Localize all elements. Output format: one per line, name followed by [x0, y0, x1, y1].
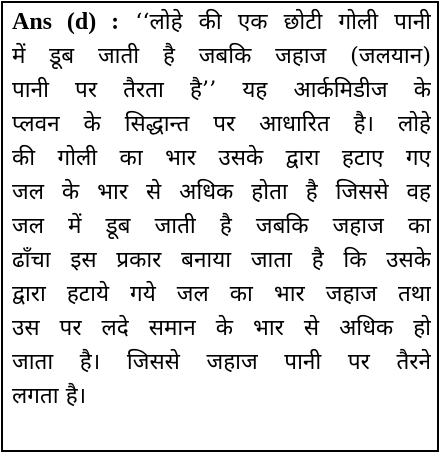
answer-line-3: पानी पर तैरता है’’ यह आर्कमिडीज के: [12, 77, 431, 103]
answer-box: [1, 1, 439, 452]
answer-line-12: लगता है।: [12, 383, 87, 409]
answer-line-4: प्लवन के सिद्धान्त पर आधारित है। लोहे: [12, 111, 431, 137]
answer-line-6: जल के भार से अधिक होता है जिससे वह: [12, 179, 431, 205]
answer-line-11: जाता है। जिससे जहाज पानी पर तैरने: [12, 349, 431, 375]
answer-label: Ans (d) :: [12, 9, 120, 35]
answer-line-8: ढाँचा इस प्रकार बनाया जाता है कि उसके: [12, 247, 431, 273]
answer-line-1: [12, 5, 431, 39]
answer-line-10: उस पर लदे समान के भार से अधिक हो: [12, 315, 431, 341]
answer-line-7: जल में डूब जाती है जबकि जहाज का: [12, 213, 431, 239]
answer-line-9: द्वारा हटाये गये जल का भार जहाज तथा: [12, 281, 431, 307]
answer-text-1: ‘‘लोहे की एक छोटी गोली पानी: [135, 9, 431, 35]
answer-line-2: में डूब जाती है जबकि जहाज (जलयान): [12, 43, 431, 69]
answer-line-5: की गोली का भार उसके द्वारा हटाए गए: [12, 145, 431, 171]
